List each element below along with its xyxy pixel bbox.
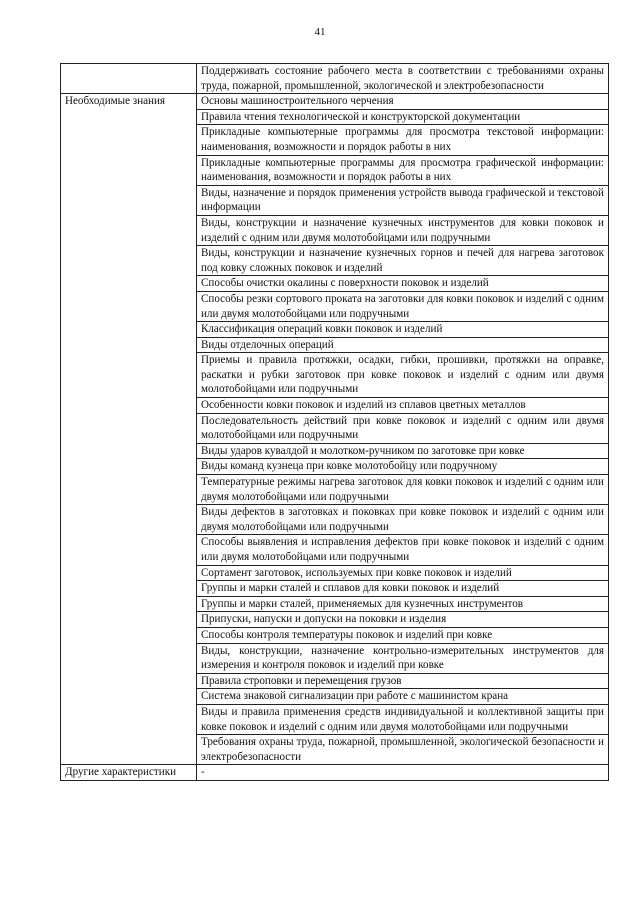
- knowledge-item-text: Способы выявления и исправления дефектов при ковке поковок и изделий с одним или двумя молотобойцами или подручными: [201, 536, 604, 563]
- knowledge-item-text: Способы очистки окалины с поверхности поковок и изделий: [201, 277, 489, 290]
- knowledge-item-text: Способы резки сортового проката на заготовки для ковки поковок и изделий с одним или двумя молотобойцами или подручными: [201, 292, 604, 320]
- knowledge-label: Необходимые знания: [61, 94, 197, 765]
- knowledge-item: [197, 565, 609, 581]
- knowledge-item-text: Особенности ковки поковок и изделий из сплавов цветных металлов: [201, 399, 526, 412]
- knowledge-item: [197, 276, 609, 292]
- knowledge-item: [197, 337, 609, 353]
- knowledge-item-text: Виды, конструкции и назначение кузнечных инструментов для ковки поковок и изделий с одним или двумя молотобойцами или подручными: [201, 216, 604, 244]
- knowledge-item: [197, 704, 609, 734]
- knowledge-item: [197, 246, 609, 276]
- knowledge-item-text: Правила строповки и перемещения грузов: [201, 674, 402, 687]
- knowledge-item: [197, 643, 609, 673]
- knowledge-item-text: Виды, конструкции, назначение контрольно-измерительных инструментов для измерения и контроля поковок и изделий при ковке: [201, 644, 604, 672]
- knowledge-item-text: Виды дефектов в заготовках и поковках при ковке поковок и изделий с одним или двумя молотобойцами или подручными: [201, 506, 604, 533]
- knowledge-item: [197, 94, 609, 110]
- knowledge-item-text: Температурные режимы нагрева заготовок для ковки поковок и изделий с одним или двумя молотобойцами или подручными: [201, 476, 604, 503]
- knowledge-item-text: Группы и марки сталей, применяемых для кузнечных инструментов: [201, 597, 524, 610]
- knowledge-item: [197, 125, 609, 155]
- knowledge-item: [197, 581, 609, 597]
- knowledge-item: [197, 109, 609, 125]
- other-value: -: [197, 765, 609, 781]
- competency-table: [60, 63, 609, 781]
- knowledge-item-text: Виды и правила применения средств индивидуальной и коллективной защиты при ковке поковок и изделий с одним или двумя молотобойцами или подручными: [201, 705, 604, 733]
- table-row: [61, 94, 609, 110]
- knowledge-item: [197, 535, 609, 565]
- row-value-text: Поддерживать состояние рабочего места в соответствии с требованиями охраны труда, пожарной, промышленной, экологической и электробезопасности: [201, 65, 604, 92]
- knowledge-item-text: Сортамент заготовок, используемых при ковке поковок и изделий: [201, 566, 512, 579]
- knowledge-item-text: Виды ударов кувалдой и молотком-ручником по заготовке при ковке: [201, 444, 525, 457]
- knowledge-item: [197, 291, 609, 321]
- knowledge-item-text: Виды, конструкции и назначение кузнечных горнов и печей для нагрева заготовок под ковку сложных поковок и изделий: [201, 247, 604, 274]
- knowledge-item: [197, 443, 609, 459]
- knowledge-item-text: Прикладные компьютерные программы для просмотра графической информации: наименования, возможности и порядок работы в них: [201, 156, 604, 184]
- knowledge-item-text: Прикладные компьютерные программы для просмотра текстовой информации: наименования, возможности и порядок работы в них: [201, 126, 604, 153]
- knowledge-item-text: Виды, назначение и порядок применения устройств вывода графической и текстовой информации: [201, 186, 604, 214]
- knowledge-item: [197, 627, 609, 643]
- knowledge-item: [197, 475, 609, 505]
- knowledge-item: [197, 413, 609, 443]
- knowledge-item: [197, 735, 609, 765]
- knowledge-item-text: Правила чтения технологической и конструкторской документации: [201, 110, 521, 123]
- table-row: [61, 765, 609, 781]
- knowledge-item-text: Приемы и правила протяжки, осадки, гибки, прошивки, протяжки на оправке, раскатки и рубки заготовок при ковке поковок и изделий с одним или двумя молотобойцами или подручными: [201, 354, 604, 396]
- knowledge-item-text: Способы контроля температуры поковок и изделий при ковке: [201, 628, 493, 641]
- knowledge-item-text: Требования охраны труда, пожарной, промышленной, экологической безопасности и электробезопасности: [201, 736, 604, 763]
- knowledge-item: [197, 596, 609, 612]
- knowledge-item: [197, 689, 609, 705]
- table-row: [61, 64, 609, 94]
- knowledge-item-text: Классификация операций ковки поковок и изделий: [201, 323, 443, 336]
- knowledge-item: [197, 215, 609, 245]
- knowledge-item: [197, 612, 609, 628]
- knowledge-item-text: Виды отделочных операций: [201, 338, 334, 351]
- knowledge-item-text: Группы и марки сталей и сплавов для ковки поковок и изделий: [201, 582, 500, 595]
- row-label: [61, 64, 197, 94]
- row-value: [197, 64, 609, 94]
- knowledge-item: [197, 398, 609, 414]
- knowledge-item-text: Последовательность действий при ковке поковок и изделий с одним или двумя молотобойцами или подручными: [201, 414, 604, 442]
- knowledge-item: [197, 185, 609, 215]
- knowledge-item: [197, 459, 609, 475]
- knowledge-item: [197, 155, 609, 185]
- knowledge-item-text: Припуски, напуски и допуски на поковки и изделия: [201, 613, 447, 626]
- knowledge-item: [197, 505, 609, 535]
- knowledge-item: [197, 673, 609, 689]
- other-label: Другие характеристики: [61, 765, 197, 781]
- knowledge-item-text: Основы машиностроительного черчения: [201, 95, 394, 108]
- knowledge-item: [197, 353, 609, 398]
- knowledge-item-text: Виды команд кузнеца при ковке молотобойцу или подручному: [201, 460, 498, 473]
- knowledge-item: [197, 322, 609, 338]
- knowledge-item-text: Система знаковой сигнализации при работе с машинистом крана: [201, 690, 509, 703]
- page-number: 41: [314, 26, 326, 38]
